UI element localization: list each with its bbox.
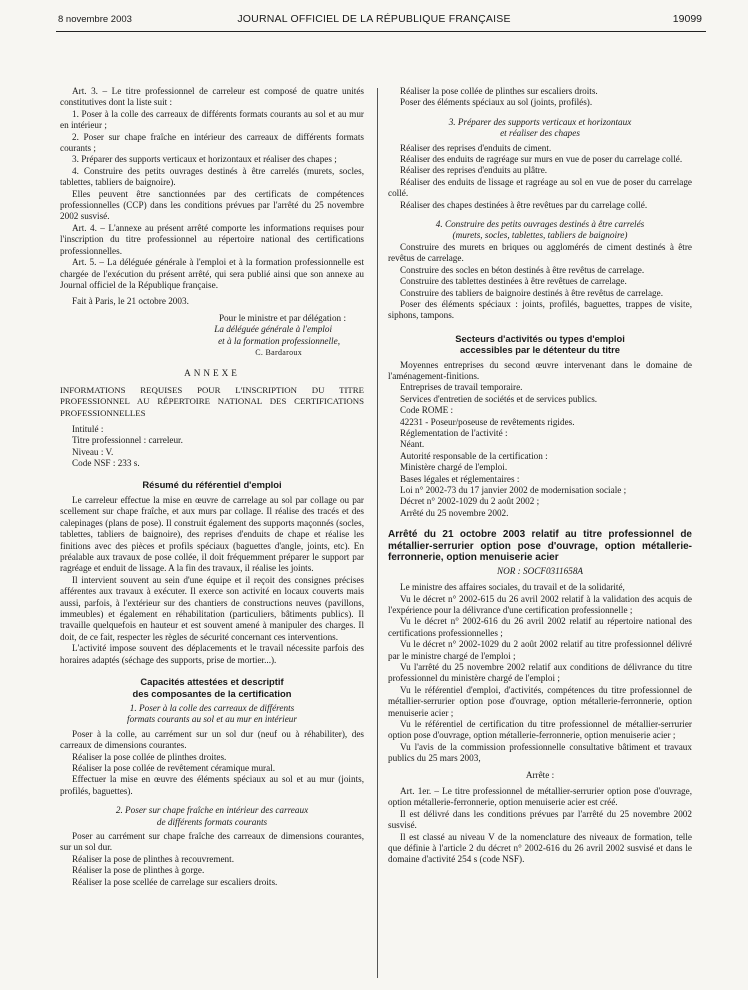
visa: Vu le décret n° 2002-616 du 26 avril 2002 relatif au répertoire national des certifications professionnelles ; bbox=[388, 616, 692, 638]
paragraph: Elles peuvent être sanctionnées par des certificats de compétences professionnelles (CCP) dans les conditions prévues par l'arrêté du 25 novembre 2002 susvisé. bbox=[60, 188, 364, 222]
paragraph: Le carreleur effectue la mise en œuvre de carrelage au sol par collage ou par scellement sur chape fraîche, et aux murs par collage. Il réalise des tracés et des calepinages (plans de pose). Il construit également des supports maçonnés (socles, tablettes, tabliers de baignoire), des reprises d'enduits de chape et réalise les finitions avec des pièces et profils spéciaux (baguettes d'angle, joints, etc). En préalable aux travaux de pose collée, il doit fréquemment préparer le support par ragréage et enduit de lissage. A la fin des travaux, il réalise les joints. bbox=[60, 495, 364, 574]
left-column bbox=[60, 86, 364, 888]
list-item: Réaliser la pose de plinthes à gorge. bbox=[72, 865, 205, 876]
list-item: Réaliser la pose scellée de carrelage sur escaliers droits. bbox=[72, 876, 278, 887]
nsf-field: Code NSF : 233 s. bbox=[72, 458, 140, 469]
visa: Vu le référentiel de certification du titre professionnel de métallier-serrurier option pose d'ouvrage, option métallerie-ferronnerie, option menuiserie acier ; bbox=[388, 719, 692, 741]
visa: Vu le décret n° 2002-615 du 26 avril 2002 relatif à la validation des acquis de l'expérience pour la délivrance d'une certification professionnelle ; bbox=[388, 593, 692, 615]
section-heading: Résumé du référentiel d'emploi bbox=[142, 478, 282, 490]
niveau-field: Niveau : V. bbox=[72, 446, 114, 457]
list-item: Entreprises de travail temporaire. bbox=[400, 382, 523, 393]
header-date: 8 novembre 2003 bbox=[58, 14, 132, 25]
signature-line: La déléguée générale à l'emploi bbox=[214, 324, 332, 335]
bases-label: Bases légales et réglementaires : bbox=[400, 473, 520, 484]
paragraph: Il est délivré dans les conditions prévues par l'arrêté du 25 novembre 2002 susvisé. bbox=[388, 808, 692, 831]
list-item: Poser des éléments spéciaux : joints, profilés, baguettes, trappes de visite, siphons, tampons. bbox=[388, 298, 692, 321]
autorite-value: Ministère chargé de l'emploi. bbox=[400, 462, 508, 473]
paragraph: Il est classé au niveau V de la nomenclature des niveaux de formation, telle que définie à l'article 2 du décret n° 2002-616 du 26 avril 2002 susvisé et dans le domaine d'activité 254 s (code NSF). bbox=[388, 831, 692, 865]
list-item: Réaliser des reprises d'enduits au plâtre. bbox=[400, 165, 548, 176]
subsection-heading: formats courants au sol et au mur en intérieur bbox=[127, 714, 297, 725]
list-item: Effectuer la mise en œuvre des éléments spéciaux au sol et au mur (joints, profilés, baguettes). bbox=[60, 774, 364, 796]
paragraph: L'activité impose souvent des déplacements et le travail nécessite parfois des horaires adaptés (séchage des supports, prise de mortier...). bbox=[60, 643, 364, 665]
list-item: Construire des tabliers de baignoire destinés à être revêtus de carrelage. bbox=[400, 287, 664, 298]
page-header bbox=[0, 12, 748, 30]
list-item: Poser à la colle, au carrément sur un sol dur (neuf ou à réhabiliter), des carreaux de dimensions courantes. bbox=[60, 728, 364, 751]
header-page-number: 19099 bbox=[672, 13, 702, 25]
visa: Vu le décret n° 2002-1029 du 2 août 2002 relatif au titre professionnel délivré par le ministre chargé de l'emploi ; bbox=[388, 639, 692, 661]
list-item: Réaliser la pose collée de plinthes droites. bbox=[72, 751, 227, 762]
section-heading: accessibles par le détenteur du titre bbox=[460, 344, 620, 356]
visa: Vu l'avis de la commission professionnelle consultative bâtiment et travaux publics du 25 mars 2003, bbox=[388, 741, 692, 764]
reglementation-value: Néant. bbox=[400, 439, 425, 450]
signature-name: C. Bardaroux bbox=[255, 347, 302, 357]
article-1: Art. 1er. – Le titre professionnel de métallier-serrurier option pose d'ouvrage, option métallerie-ferronnerie, option menuiserie acier est créé. bbox=[388, 786, 692, 808]
list-item: Réaliser la pose collée de revêtement céramique mural. bbox=[72, 762, 276, 773]
list-item: Loi n° 2002-73 du 17 janvier 2002 de modernisation sociale ; bbox=[400, 485, 627, 495]
arrete-label: Arrête : bbox=[525, 769, 555, 780]
section-heading: Capacités attestées et descriptif bbox=[140, 676, 284, 688]
list-item: Construire des tablettes destinées à être revêtues de carrelage. bbox=[400, 276, 627, 287]
article-4: Art. 4. – L'annexe au présent arrêté comporte les informations requises pour l'inscription du titre professionnel au répertoire national des certifications professionnelles. bbox=[60, 222, 364, 256]
autorite-label: Autorité responsable de la certification : bbox=[400, 450, 548, 461]
subsection-heading: et réaliser des chapes bbox=[500, 128, 580, 139]
list-item: 1. Poser à la colle des carreaux de différents formats courants au sol et au mur en intérieur ; bbox=[60, 108, 364, 131]
visa: Vu le référentiel d'emploi, d'activités, compétences du titre professionnel de métallier-serrurier option pose d'ouvrage, option métallerie-ferronnerie, option menuiserie acier ; bbox=[388, 684, 692, 718]
column-divider bbox=[377, 88, 378, 978]
list-item: Services d'entretien de sociétés et de services publics. bbox=[400, 393, 598, 404]
list-item: Réaliser des chapes destinées à être revêtues par du carrelage collé. bbox=[400, 199, 648, 210]
list-item: Réaliser des enduits de ragréage sur murs en vue de poser du carrelage collé. bbox=[400, 154, 683, 165]
section-heading: Secteurs d'activités ou types d'emploi bbox=[455, 332, 625, 344]
article-3: Art. 3. – Le titre professionnel de carreleur est composé de quatre unités constitutives dont la liste suit : bbox=[60, 86, 364, 108]
list-item: Réaliser des enduits de lissage et ragréage au sol en vue de poser du carrelage collé. bbox=[388, 176, 692, 199]
header-rule bbox=[56, 31, 706, 32]
list-item: Poser des éléments spéciaux au sol (joints, profilés). bbox=[400, 97, 593, 108]
list-item: Construire des murets en briques ou agglomérés de ciment destinés à être revêtus de carrelage. bbox=[388, 241, 692, 264]
header-journal-title: JOURNAL OFFICIEL DE LA RÉPUBLIQUE FRANÇAISE bbox=[237, 13, 511, 25]
subsection-heading: 3. Préparer des supports verticaux et horizontaux bbox=[448, 116, 632, 127]
right-column bbox=[388, 86, 692, 866]
rome-label: Code ROME : bbox=[400, 405, 454, 416]
list-item: 3. Préparer des supports verticaux et horizontaux et réaliser des chapes ; bbox=[72, 154, 337, 165]
subsection-heading: (murets, socles, tablettes, tabliers de baignoire) bbox=[452, 230, 628, 241]
list-item: Décret n° 2002-1029 du 2 août 2002 ; bbox=[400, 496, 540, 507]
list-item: Construire des socles en béton destinés à être revêtus de carrelage. bbox=[400, 264, 645, 275]
list-item: Arrêté du 25 novembre 2002. bbox=[400, 507, 509, 518]
section-heading: des composantes de la certification bbox=[132, 687, 292, 699]
info-title: INFORMATIONS REQUISES POUR L'INSCRIPTION DU TITRE PROFESSIONNEL AU RÉPERTOIRE NATIONAL DES CERTIFICATIONS PROFESSIONNELLES bbox=[60, 384, 364, 418]
list-item: Réaliser la pose de plinthes à recouvrement. bbox=[72, 853, 234, 864]
subsection-heading: 2. Poser sur chape fraîche en intérieur des carreaux bbox=[115, 805, 309, 816]
subsection-heading: 1. Poser à la colle des carreaux de différents bbox=[129, 702, 295, 713]
rome-value: 42231 - Poseur/poseuse de revêtements rigides. bbox=[400, 416, 575, 427]
annexe-heading: ANNEXE bbox=[184, 368, 240, 379]
reglementation-label: Réglementation de l'activité : bbox=[400, 427, 508, 438]
list-item: 4. Construire des petits ouvrages destinés à être carrelés (murets, socles, tablettes, tabliers de baignoire). bbox=[60, 165, 364, 188]
subsection-heading: 4. Construire des petits ouvrages destinés à être carrelés bbox=[435, 219, 645, 230]
nor-reference: NOR : SOCF0311658A bbox=[496, 565, 584, 576]
subsection-heading: de différents formats courants bbox=[156, 816, 268, 827]
signature-line: Pour le ministre et par délégation : bbox=[218, 312, 346, 323]
list-item: Réaliser la pose collée de plinthes sur escaliers droits. bbox=[400, 86, 598, 96]
fait-a-paris: Fait à Paris, le 21 octobre 2003. bbox=[72, 296, 189, 307]
list-item: Poser au carrément sur chape fraîche des carreaux de dimensions courantes, sur un sol dur. bbox=[60, 830, 364, 853]
article-5: Art. 5. – La déléguée générale à l'emploi et à la formation professionnelle est chargée de l'exécution du présent arrêté, qui sera publié ainsi que son annexe au Journal officiel de la République française. bbox=[60, 257, 364, 290]
arrete-title: Arrêté du 21 octobre 2003 relatif au titre professionnel de métallier-serrurier option pose d'ouvrage, option métallerie-ferronnerie, option menuiserie acier bbox=[388, 529, 692, 564]
intitule-label: Intitulé : bbox=[72, 423, 104, 434]
paragraph: Il intervient souvent au sein d'une équipe et il reçoit des consignes précises afférentes aux travaux à exécuter. Il exerce son activité en locaux couverts mais aussi, parfois, à l'extérieur sur des chantiers de constructions neuves (pavillons, immeubles) et également en réhabilitation (particuliers, bâtiments publics). Il travaille quelquefois en hauteur et est souvent amené à manipuler des charges. Il doit, de ce fait, respecter les règles de sécurité concernant ces interventions. bbox=[60, 574, 364, 642]
list-item: 2. Poser sur chape fraîche en intérieur des carreaux de différents formats courants ; bbox=[60, 131, 364, 154]
signature-line: et à la formation professionnelle, bbox=[218, 335, 340, 346]
titre-field: Titre professionnel : carreleur. bbox=[72, 435, 183, 446]
visa: Vu l'arrêté du 25 novembre 2002 relatif aux conditions de délivrance du titre professionnel du ministère chargé de l'emploi ; bbox=[388, 661, 692, 684]
visa: Le ministre des affaires sociales, du travail et de la solidarité, bbox=[400, 582, 625, 593]
list-item: Moyennes entreprises du second œuvre intervenant dans le domaine de l'aménagement-finitions. bbox=[388, 359, 692, 381]
list-item: Réaliser des reprises d'enduits de ciment. bbox=[400, 142, 552, 153]
